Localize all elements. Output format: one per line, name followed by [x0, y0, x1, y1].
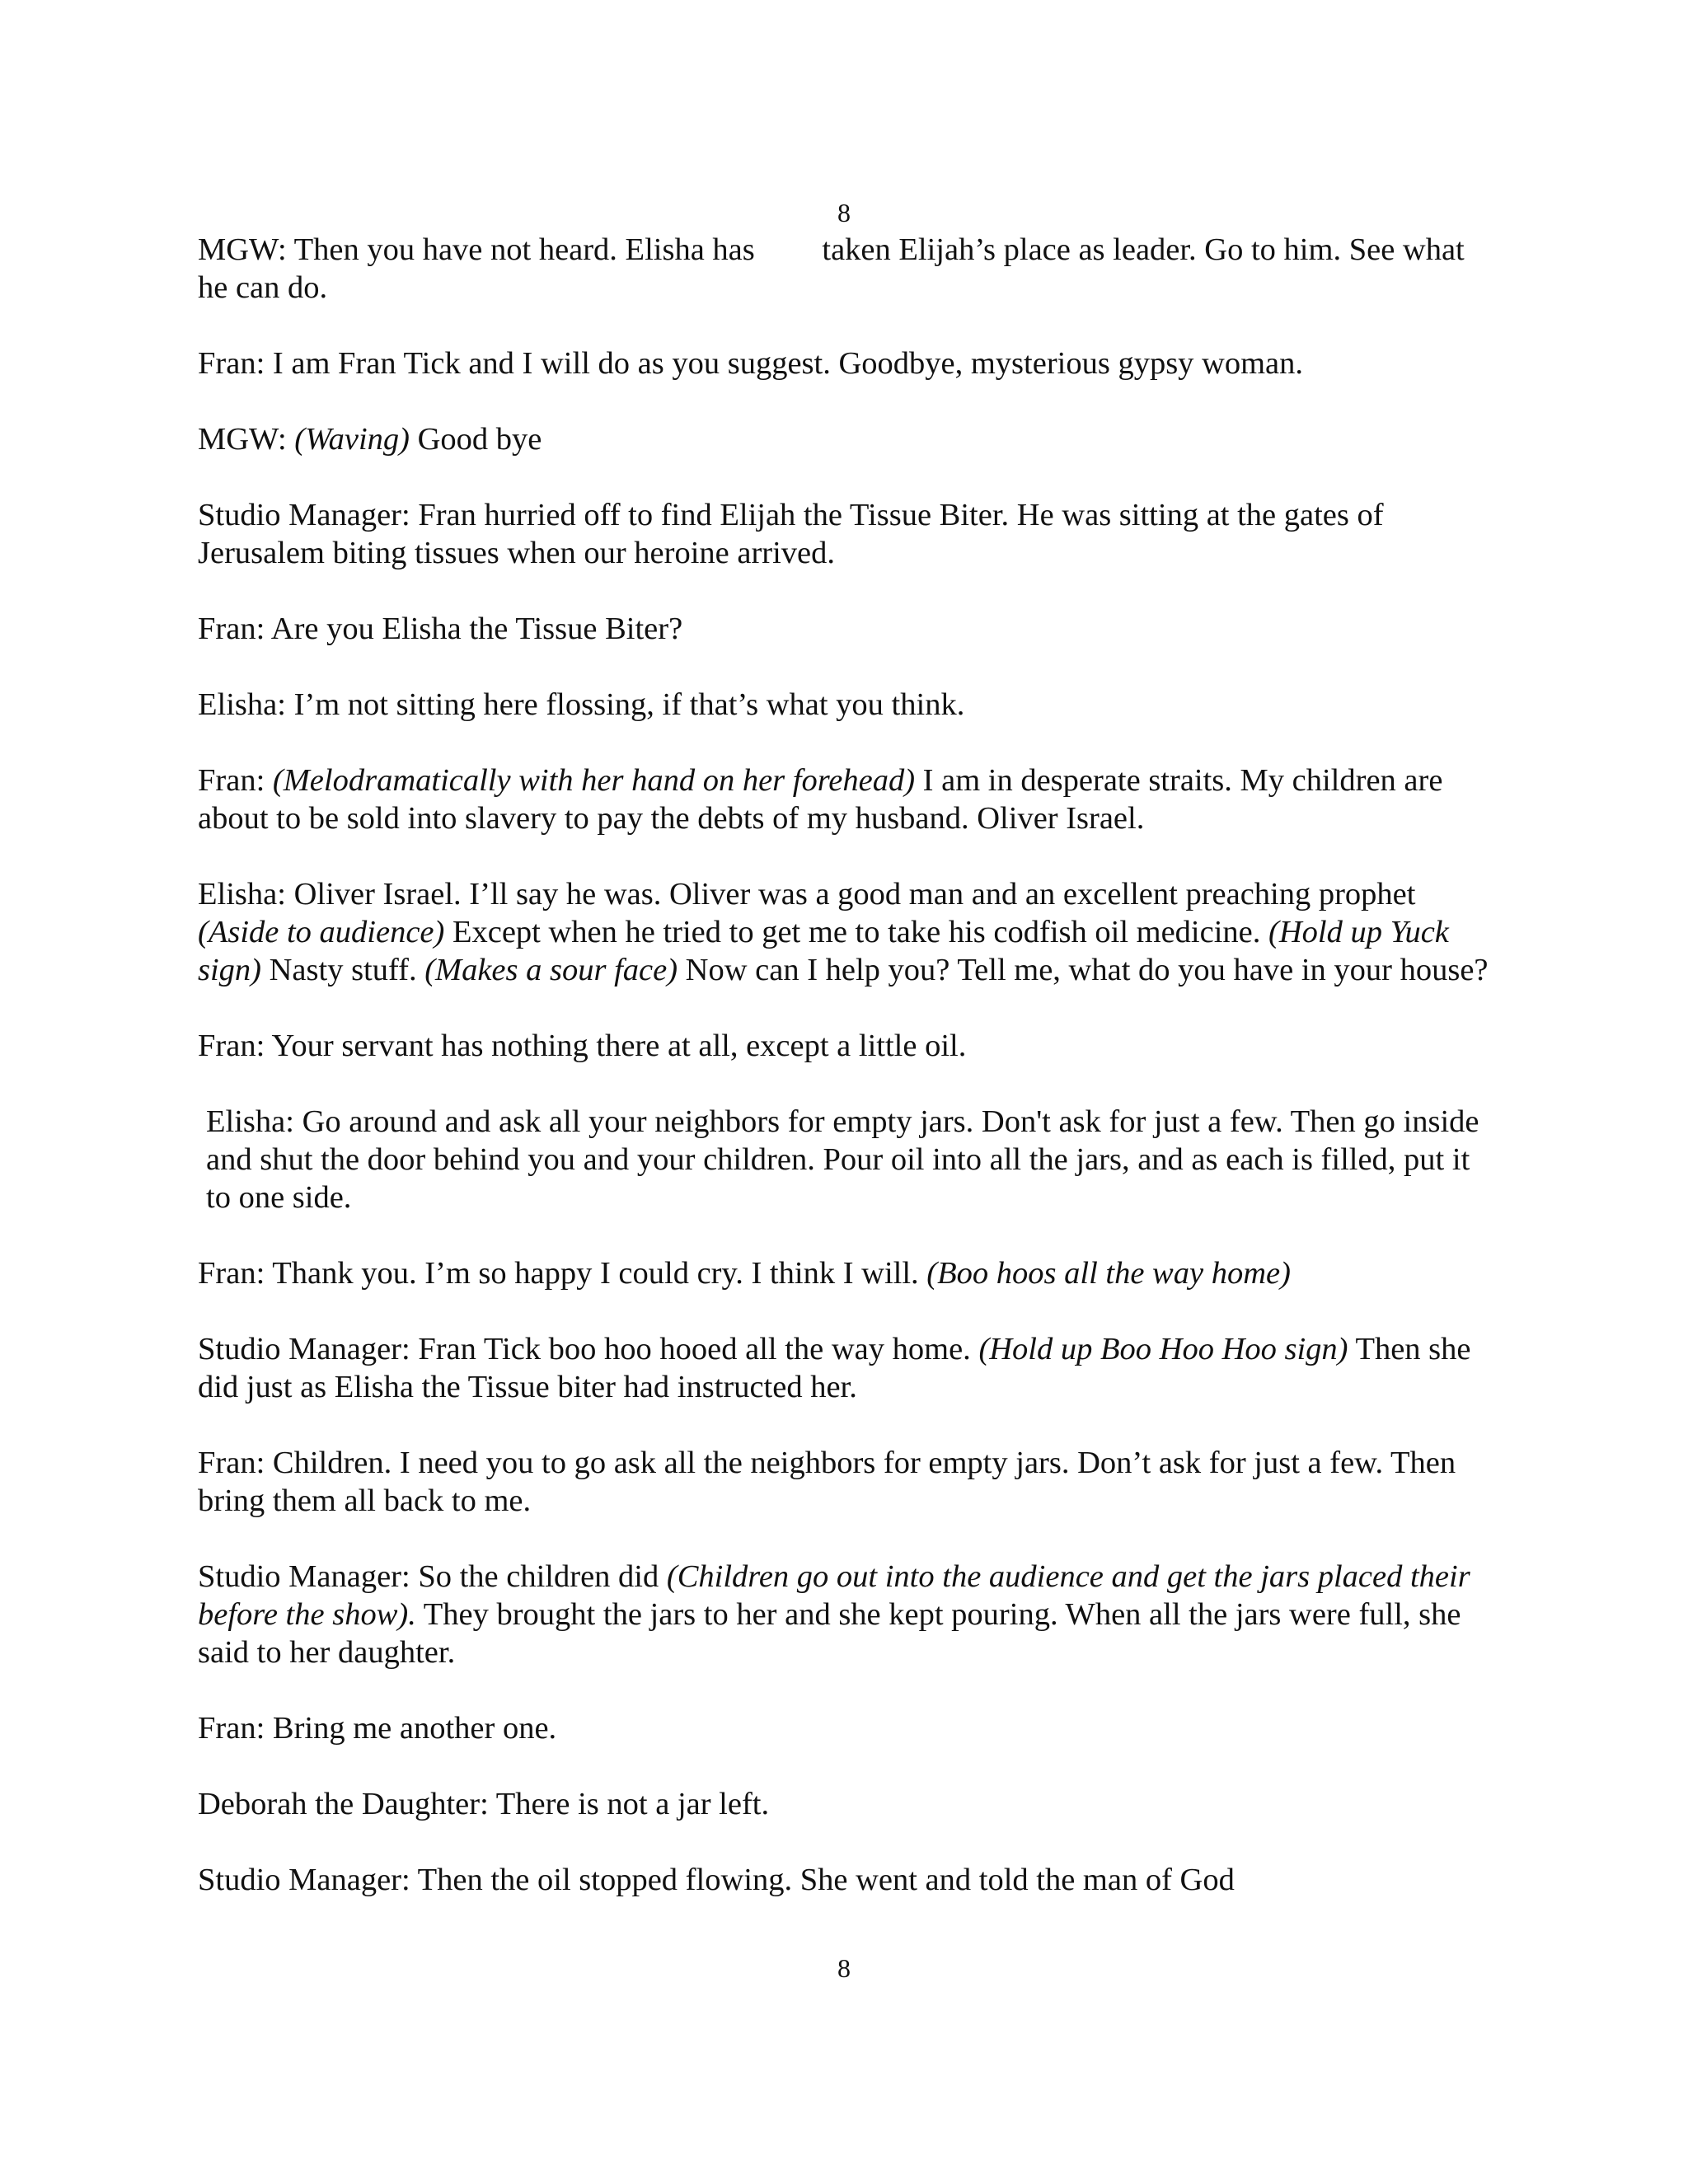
dialogue-text: They brought the jars to her and she kept pouring. When all the jars were full, she said to her daughter.	[198, 1597, 1461, 1670]
dialogue-text: Children. I need you to go ask all the neighbors for empty jars. Don’t ask for just a few. Then bring them all back to me.	[198, 1446, 1456, 1518]
stage-direction: (Hold up Yuck sign)	[198, 915, 1449, 987]
script-line	[198, 1709, 1500, 1747]
script-line	[198, 1103, 1500, 1216]
script-line	[198, 496, 1500, 572]
speaker-name: Deborah the Daughter:	[198, 1787, 489, 1821]
dialogue-text: Your servant has nothing there at all, except a little oil.	[265, 1029, 967, 1063]
script-line	[198, 762, 1500, 837]
script-line	[198, 231, 1500, 307]
stage-direction: (Hold up Boo Hoo Hoo sign)	[978, 1332, 1348, 1366]
stage-direction: (Melodramatically with her hand on her forehead)	[272, 763, 916, 798]
script-line	[198, 1861, 1500, 1899]
speaker-name: Elisha:	[206, 1104, 294, 1139]
speaker-name: Fran:	[198, 1256, 265, 1291]
dialogue-text: So the children did	[410, 1559, 667, 1594]
dialogue-text: Fran hurried off to find Elijah the Tissue Biter. He was sitting at the gates of Jerusalem biting tissues when our heroine arrived.	[198, 498, 1384, 570]
page-number-top: 8	[837, 198, 851, 227]
dialogue-text: There is not a jar left.	[488, 1787, 770, 1821]
dialogue-text: Now can I help you? Tell me, what do you have in your house?	[678, 953, 1489, 987]
script-line	[198, 610, 1500, 648]
script-line	[198, 1444, 1500, 1520]
speaker-name: Studio Manager:	[198, 1332, 410, 1366]
dialogue-text: Fran Tick boo hoo hooed all the way home.	[410, 1332, 979, 1366]
speaker-name: Studio Manager:	[198, 1559, 410, 1594]
speaker-name: Fran:	[198, 1029, 265, 1063]
page-number-bottom: 8	[837, 1953, 851, 1983]
dialogue-text: Then she did just as Elisha the Tissue biter had instructed her.	[198, 1332, 1471, 1404]
script-line	[198, 1330, 1500, 1406]
speaker-name: Studio Manager:	[198, 498, 410, 532]
stage-direction: (Boo hoos all the way home)	[926, 1256, 1291, 1291]
script-line	[198, 1254, 1500, 1292]
script-line	[198, 686, 1500, 724]
dialogue-text: Oliver Israel. I’ll say he was. Oliver was a good man and an excellent preaching prophet	[285, 877, 1416, 912]
dialogue-text: Go around and ask all your neighbors for empty jars. Don't ask for just a few. Then go inside and shut the door behind you and your children. Pour oil into all the jars, and as each is filled, put it to one side.	[206, 1104, 1479, 1215]
speaker-name: Fran:	[198, 612, 265, 646]
speaker-name: Fran:	[198, 1711, 265, 1746]
script-line	[198, 344, 1500, 382]
dialogue-text: Good bye	[410, 422, 542, 457]
speaker-name: Elisha:	[198, 877, 286, 912]
stage-direction: (Children go out into the audience and get the jars placed their before the show).	[198, 1559, 1470, 1632]
script-line	[198, 1027, 1500, 1065]
script-body	[198, 231, 1500, 1899]
dialogue-text: Then the oil stopped flowing. She went and told the man of God	[410, 1863, 1235, 1897]
speaker-name: Studio Manager:	[198, 1863, 410, 1897]
script-line	[198, 875, 1500, 989]
dialogue-text: Are you Elisha the Tissue Biter?	[265, 612, 683, 646]
speaker-name: Fran:	[198, 763, 265, 798]
dialogue-text: Thank you. I’m so happy I could cry. I think I will.	[265, 1256, 927, 1291]
speaker-name: Elisha:	[198, 687, 286, 722]
dialogue-text: Except when he tried to get me to take his codfish oil medicine.	[444, 915, 1268, 949]
speaker-name: Fran:	[198, 1446, 265, 1480]
script-line	[198, 1558, 1500, 1671]
dialogue-text: Bring me another one.	[265, 1711, 557, 1746]
speaker-name: MGW:	[198, 232, 287, 267]
dialogue-text: Then you have not heard. Elisha has	[286, 232, 763, 267]
script-line	[198, 420, 1500, 458]
stage-direction: (Aside to audience)	[198, 915, 445, 949]
dialogue-text: I’m not sitting here flossing, if that’s what you think.	[285, 687, 965, 722]
speaker-name: Fran:	[198, 346, 265, 381]
stage-direction: (Waving)	[294, 422, 410, 457]
stage-direction: (Makes a sour face)	[424, 953, 678, 987]
dialogue-text: Nasty stuff.	[261, 953, 425, 987]
script-line	[198, 1785, 1500, 1823]
dialogue-text: taken Elijah’s place as leader. Go to him. See what he can do.	[198, 232, 1465, 305]
dialogue-text: I am Fran Tick and I will do as you suggest. Goodbye, mysterious gypsy woman.	[265, 346, 1304, 381]
dialogue-text: I am in desperate straits. My children are about to be sold into slavery to pay the debts of my husband. Oliver Israel.	[198, 763, 1443, 836]
speaker-name: MGW:	[198, 422, 287, 457]
